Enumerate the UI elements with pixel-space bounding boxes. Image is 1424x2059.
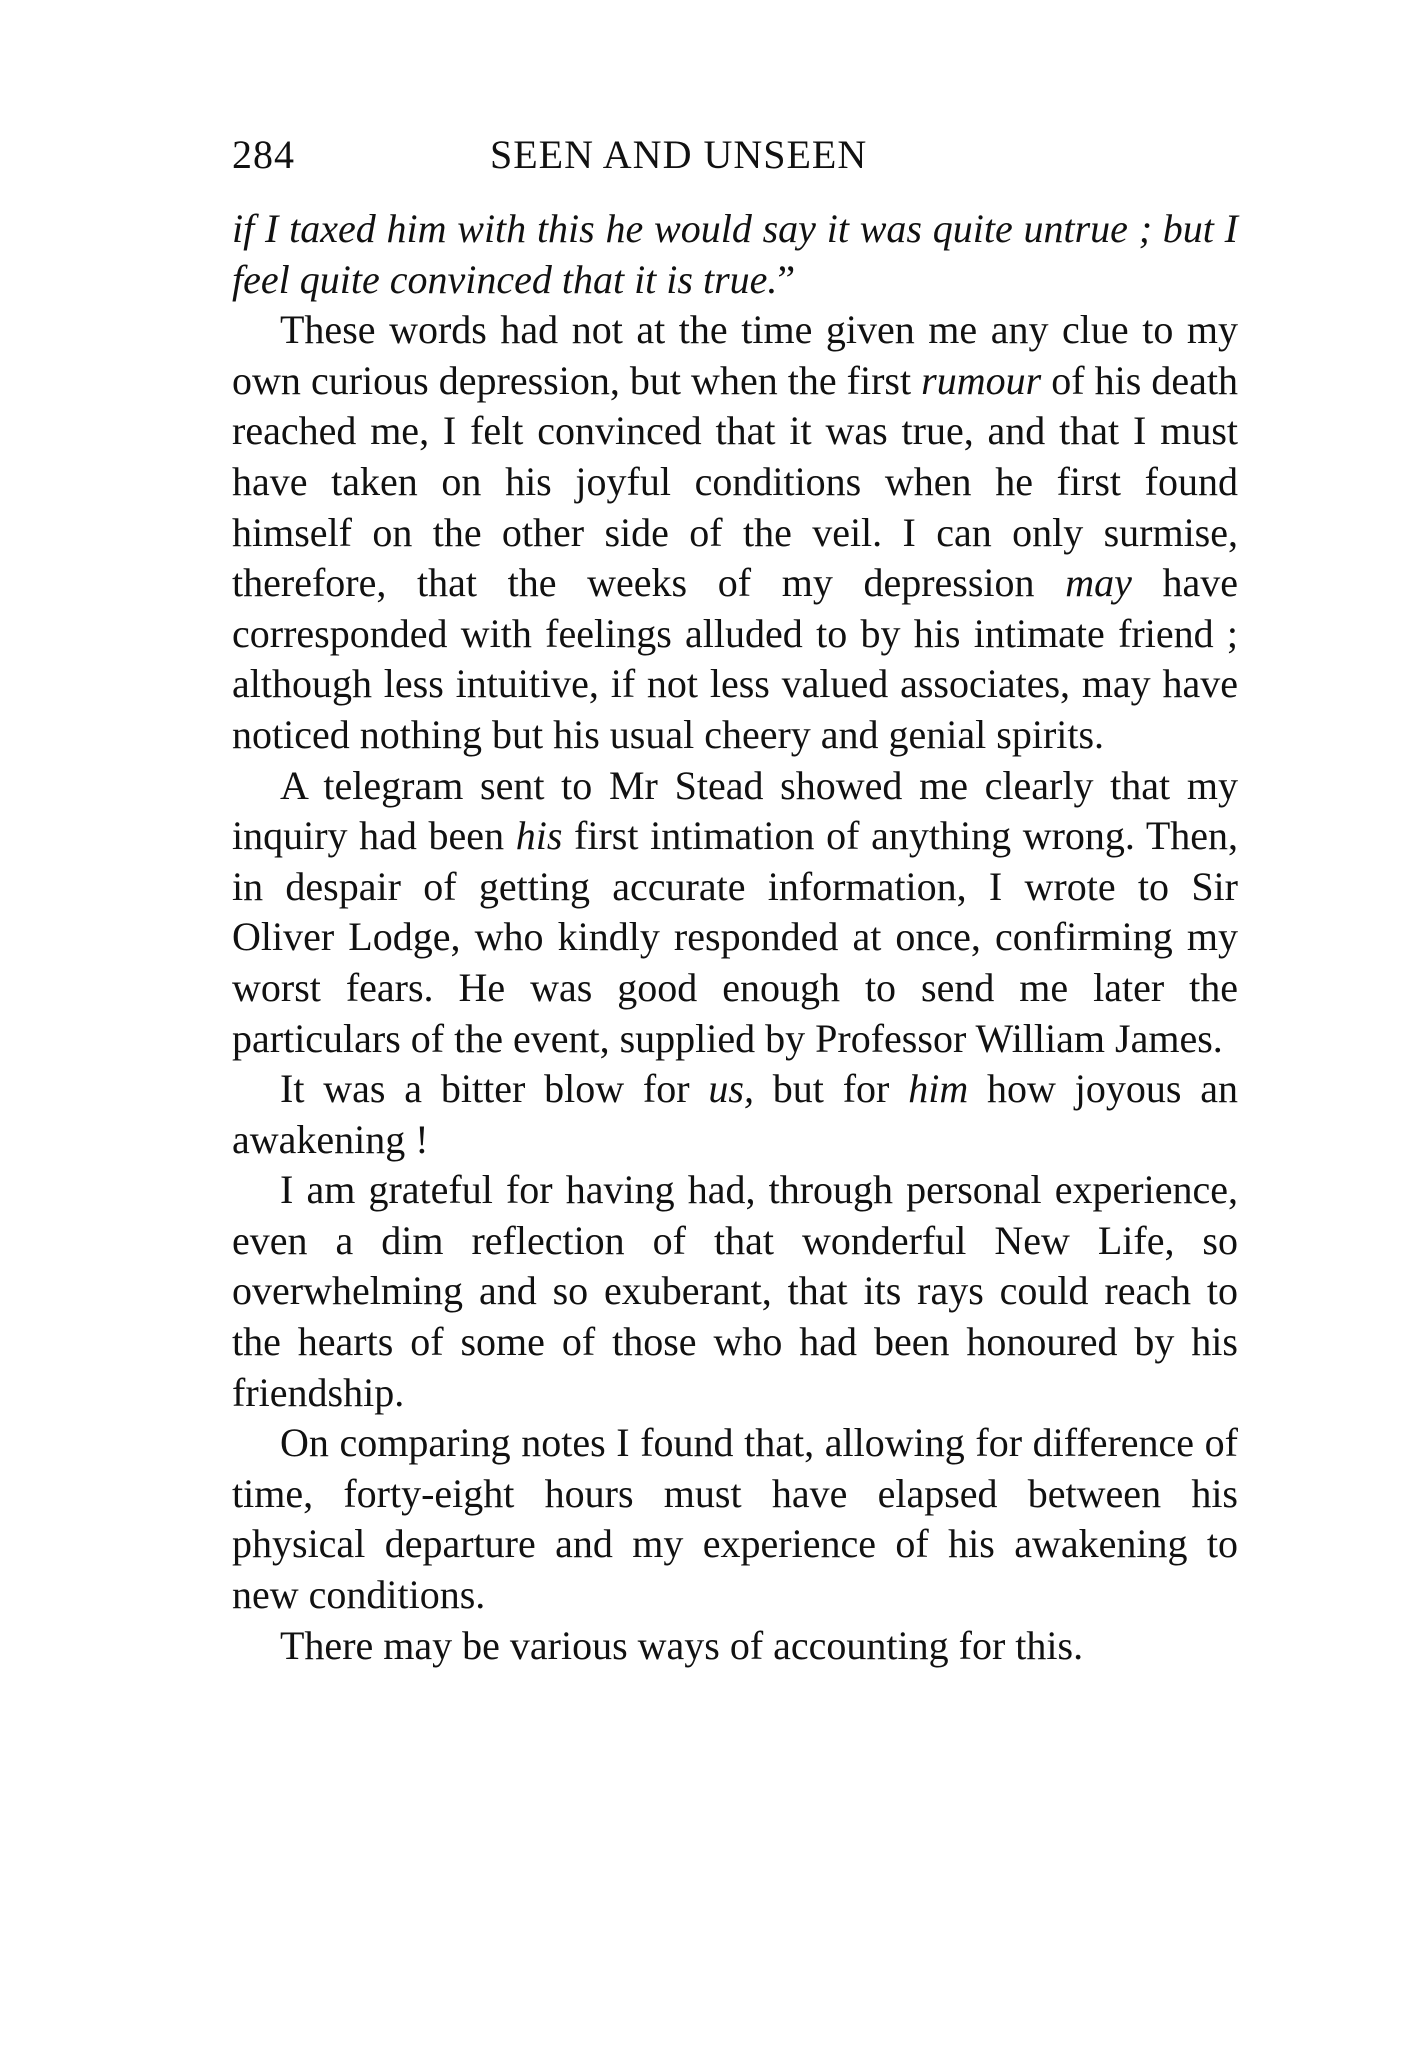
paragraph-5 [232, 1165, 1238, 1418]
text-run: may [1065, 560, 1132, 606]
paragraph-4 [232, 1064, 1238, 1165]
text-run: There may be various ways of accounting for this. [280, 1622, 1084, 1668]
paragraph-7 [232, 1621, 1238, 1672]
text-run: his [515, 813, 563, 859]
text-run: ” [777, 256, 796, 302]
page-header [232, 125, 1238, 185]
text-run: On comparing notes I found that, allowing for difference of time, forty-eight hours must have elapsed between his physical departure and my experience of his awakening to new conditions. [232, 1420, 1238, 1618]
text-run: how joyous an awakening ! [232, 1066, 1238, 1162]
text-run: These words had not at the time given me any clue to my own curious depression, but when the first [232, 307, 1238, 403]
paragraph-2 [232, 305, 1238, 760]
paragraph-3 [232, 761, 1238, 1065]
text-run: It was a bitter blow for [280, 1066, 709, 1112]
text-run: of his death reached me, I felt convinced that it was true, and that I must have taken on his joyful conditions when he first found himself on the other side of the veil. I can only surmise, therefore, that the weeks of my depression [232, 357, 1238, 606]
running-title: SEEN AND UNSEEN [490, 132, 868, 177]
text-run: have corresponded with feelings alluded to by his intimate friend ; although less intuitive, if not less valued associates, may have noticed nothing but his usual cheery and genial spirits. [232, 560, 1238, 757]
text-run: but for [753, 1066, 909, 1112]
text-run: I am grateful for having had, through personal experience, even a dim reflection of that wonderful New Life, so overwhelming and so exuberant, that its rays could reach to the hearts of some of those who had been honoured by his friendship. [232, 1167, 1238, 1415]
text-run: first intimation of anything wrong. Then, in despair of getting accurate information, I wrote to Sir Oliver Lodge, who kindly responded at once, confirming my worst fears. He was good enough to send me later the particulars of the event, supplied by Professor William James. [232, 813, 1239, 1061]
text-run: A telegram sent to Mr Stead showed me clearly that my inquiry had been [232, 762, 1238, 859]
text-run: us, [708, 1066, 754, 1112]
paragraph-1 [232, 204, 1238, 305]
text-run: him [908, 1066, 969, 1112]
paragraph-6 [232, 1418, 1238, 1620]
text-run: if I taxed him with this he would say it was quite untrue ; but I feel quite convinced that it is true. [232, 206, 1238, 302]
body-text [232, 204, 1238, 1671]
page-number: 284 [232, 132, 295, 177]
text-run: rumour [921, 357, 1042, 403]
